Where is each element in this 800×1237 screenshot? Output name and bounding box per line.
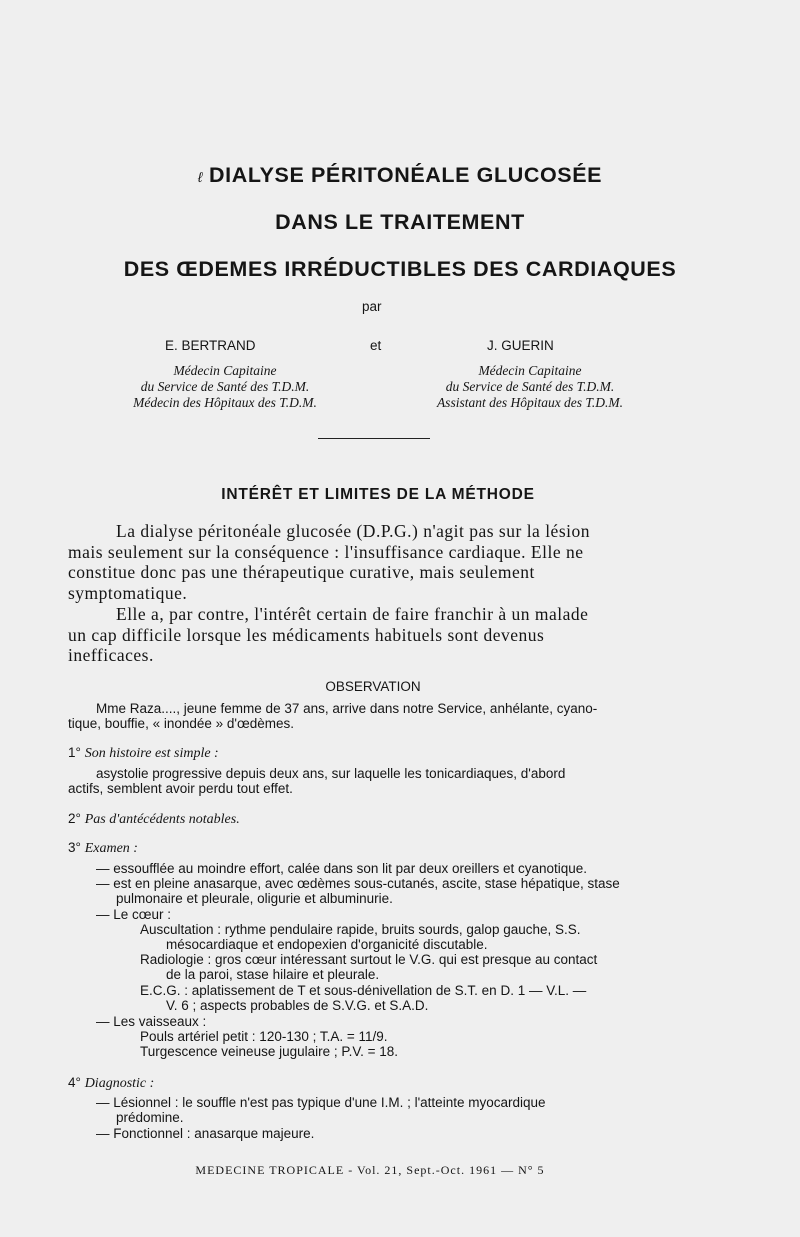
exam-radiologie-1: Radiologie : gros cœur intéressant surtout le V.G. qui est presque au contact bbox=[140, 952, 598, 967]
exam-ecg-1: E.C.G. : aplatissement de T et sous-dénivellation de S.T. en D. 1 — V.L. — bbox=[140, 983, 587, 998]
item-1-heading: 1° Son histoire est simple : bbox=[68, 745, 219, 761]
diagnostic-line-1b: prédomine. bbox=[116, 1110, 184, 1125]
title-line-2: DANS LE TRAITEMENT bbox=[275, 210, 525, 234]
item-4-heading: 4° Diagnostic : bbox=[68, 1075, 155, 1091]
exam-line-2a: — est en pleine anasarque, avec œdèmes sous-cutanés, ascite, stase hépatique, stase bbox=[96, 876, 620, 891]
exam-line-4: — Les vaisseaux : bbox=[96, 1014, 207, 1029]
observation-intro-1: Mme Raza...., jeune femme de 37 ans, arrive dans notre Service, anhélante, cyano- bbox=[96, 701, 598, 716]
item-1-text-1: asystolie progressive depuis deux ans, sur laquelle les tonicardiaques, d'abord bbox=[96, 766, 566, 781]
exam-line-3: — Le cœur : bbox=[96, 907, 172, 922]
page-footer: MEDECINE TROPICALE - Vol. 21, Sept.-Oct. 1961 — N° 5 bbox=[195, 1163, 545, 1177]
exam-line-2b: pulmonaire et pleurale, oligurie et albuminurie. bbox=[116, 891, 393, 906]
observation-intro-2: tique, bouffie, « inondée » d'œdèmes. bbox=[68, 716, 294, 731]
exam-auscultation-1: Auscultation : rythme pendulaire rapide, bruits sourds, galop gauche, S.S. bbox=[140, 922, 581, 937]
title-line-3: DES ŒDEMES IRRÉDUCTIBLES DES CARDIAQUES bbox=[123, 257, 677, 281]
title-line-1: ℓ DIALYSE PÉRITONÉALE GLUCOSÉE bbox=[197, 163, 603, 187]
paragraph-2: Elle a, par contre, l'intérêt certain de faire franchir à un malade un cap difficile lorsque les médicaments habituels sont devenus inefficaces. bbox=[68, 604, 589, 665]
diagnostic-line-2: — Fonctionnel : anasarque majeure. bbox=[96, 1126, 315, 1141]
item-2-heading: 2° Pas d'antécédents notables. bbox=[68, 811, 240, 827]
exam-pouls: Pouls artériel petit : 120-130 ; T.A. = 11/9. bbox=[140, 1029, 388, 1044]
handwritten-mark: ℓ bbox=[197, 169, 203, 185]
author-right-name: J. GUERIN bbox=[487, 338, 554, 353]
observation-heading: OBSERVATION bbox=[325, 679, 421, 694]
item-3-heading: 3° Examen : bbox=[68, 840, 138, 856]
and-label: et bbox=[370, 338, 382, 353]
author-left-affiliation: Médecin Capitaine du Service de Santé des T.D.M. Médecin des Hôpitaux des T.D.M. bbox=[133, 363, 317, 410]
by-label: par bbox=[362, 299, 382, 314]
author-left-name: E. BERTRAND bbox=[165, 338, 256, 353]
exam-line-1: — essoufflée au moindre effort, calée dans son lit par deux oreillers et cyanotique. bbox=[96, 861, 588, 876]
exam-radiologie-2: de la paroi, stase hilaire et pleurale. bbox=[166, 967, 380, 982]
divider-rule bbox=[318, 438, 430, 439]
exam-turgescence: Turgescence veineuse jugulaire ; P.V. = 18. bbox=[140, 1044, 399, 1059]
item-1-text-2: actifs, semblent avoir perdu tout effet. bbox=[68, 781, 293, 796]
paragraph-1: La dialyse péritonéale glucosée (D.P.G.) n'agit pas sur la lésion mais seulement sur la conséquence : l'insuffisance cardiaque. Elle ne constitue donc pas une thérapeutique curative, mais seulement symptomatique. bbox=[68, 521, 590, 603]
exam-ecg-2: V. 6 ; aspects probables de S.V.G. et S.A.D. bbox=[166, 998, 429, 1013]
section-heading: INTÉRÊT ET LIMITES DE LA MÉTHODE bbox=[221, 486, 535, 503]
diagnostic-line-1a: — Lésionnel : le souffle n'est pas typique d'une I.M. ; l'atteinte myocardique bbox=[96, 1095, 546, 1110]
exam-auscultation-2: mésocardiaque et endopexien d'organicité discutable. bbox=[166, 937, 488, 952]
author-right-affiliation: Médecin Capitaine du Service de Santé des T.D.M. Assistant des Hôpitaux des T.D.M. bbox=[436, 363, 624, 410]
